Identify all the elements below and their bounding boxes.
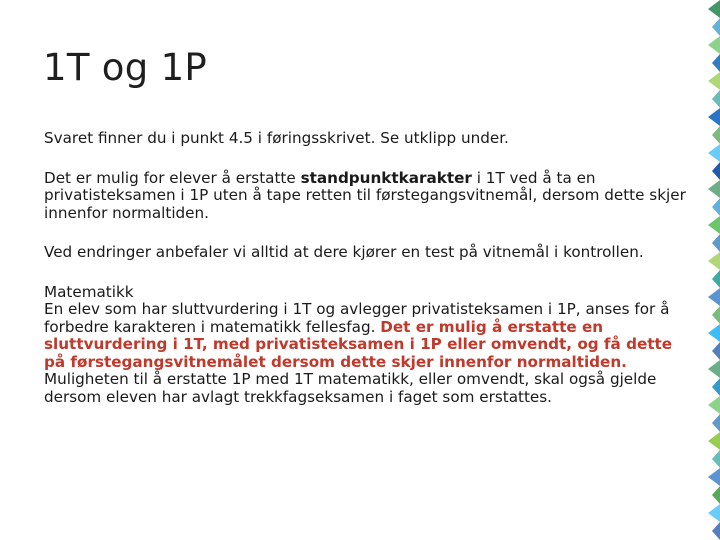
stripe-triangle	[712, 126, 720, 144]
stripe-triangle	[712, 342, 720, 360]
stripe-triangle	[708, 468, 720, 486]
stripe-triangle	[712, 486, 720, 504]
stripe-triangle	[708, 0, 720, 18]
stripe-triangle	[712, 450, 720, 468]
stripe-triangle	[712, 234, 720, 252]
slide-body	[44, 130, 694, 406]
stripe-triangle	[708, 360, 720, 378]
stripe-triangle	[708, 180, 720, 198]
excerpt-text: En elev som har sluttvurdering i 1T og avlegger privatisteksamen i 1P, anses for å forbedre karakteren i matematikk fellesfag.	[44, 300, 670, 336]
excerpt-paragraph	[44, 301, 694, 371]
stripe-triangle	[708, 36, 720, 54]
stripe-triangle	[708, 144, 720, 162]
stripe-triangle	[708, 252, 720, 270]
stripe-triangle	[708, 108, 720, 126]
stripe-triangle	[708, 396, 720, 414]
stripe-triangle	[712, 414, 720, 432]
stripe-triangle	[712, 162, 720, 180]
stripe-triangle	[712, 90, 720, 108]
stripe-triangle	[712, 378, 720, 396]
stripe-triangle	[708, 72, 720, 90]
paragraph-rule	[44, 170, 694, 223]
stripe-triangle	[708, 288, 720, 306]
excerpt-heading: Matematikk	[44, 282, 134, 301]
excerpt-block	[44, 284, 694, 407]
stripe-triangle	[712, 270, 720, 288]
rule-text-after: i 1T ved å ta en privatisteksamen i 1P uten å tape retten til førstegangsvitnemål, dersom dette skjer innenfor normaltiden.	[44, 168, 686, 222]
stripe-triangle	[708, 504, 720, 522]
stripe-triangle	[708, 324, 720, 342]
decorative-stripe	[708, 0, 720, 540]
excerpt-highlight: Det er mulig å erstatte en sluttvurdering i 1T, med privatisteksamen i 1P eller omvendt, og få dette på førstegangsvitnemålet dersom dette skjer innenfor normaltiden.	[44, 317, 673, 371]
paragraph-source: Svaret finner du i punkt 4.5 i føringsskrivet. Se utklipp under.	[44, 129, 509, 147]
stripe-triangle	[712, 54, 720, 72]
rule-text-before: Det er mulig for elever å erstatte	[44, 168, 301, 187]
stripe-triangle	[712, 18, 720, 36]
stripe-triangle	[712, 522, 720, 540]
stripe-triangle	[712, 306, 720, 324]
stripe-triangle	[708, 216, 720, 234]
excerpt-paragraph-2: Muligheten til å erstatte 1P med 1T matematikk, eller omvendt, skal også gjelde dersom eleven har avlagt trekkfagseksamen i faget som erstattes.	[44, 370, 657, 406]
stripe-triangle	[712, 198, 720, 216]
slide-title: 1T og 1P	[43, 46, 208, 89]
rule-text-bold: standpunktkarakter	[300, 168, 472, 187]
paragraph-recommendation: Ved endringer anbefaler vi alltid at dere kjører en test på vitnemål i kontrollen.	[44, 243, 644, 261]
stripe-triangle	[708, 432, 720, 450]
